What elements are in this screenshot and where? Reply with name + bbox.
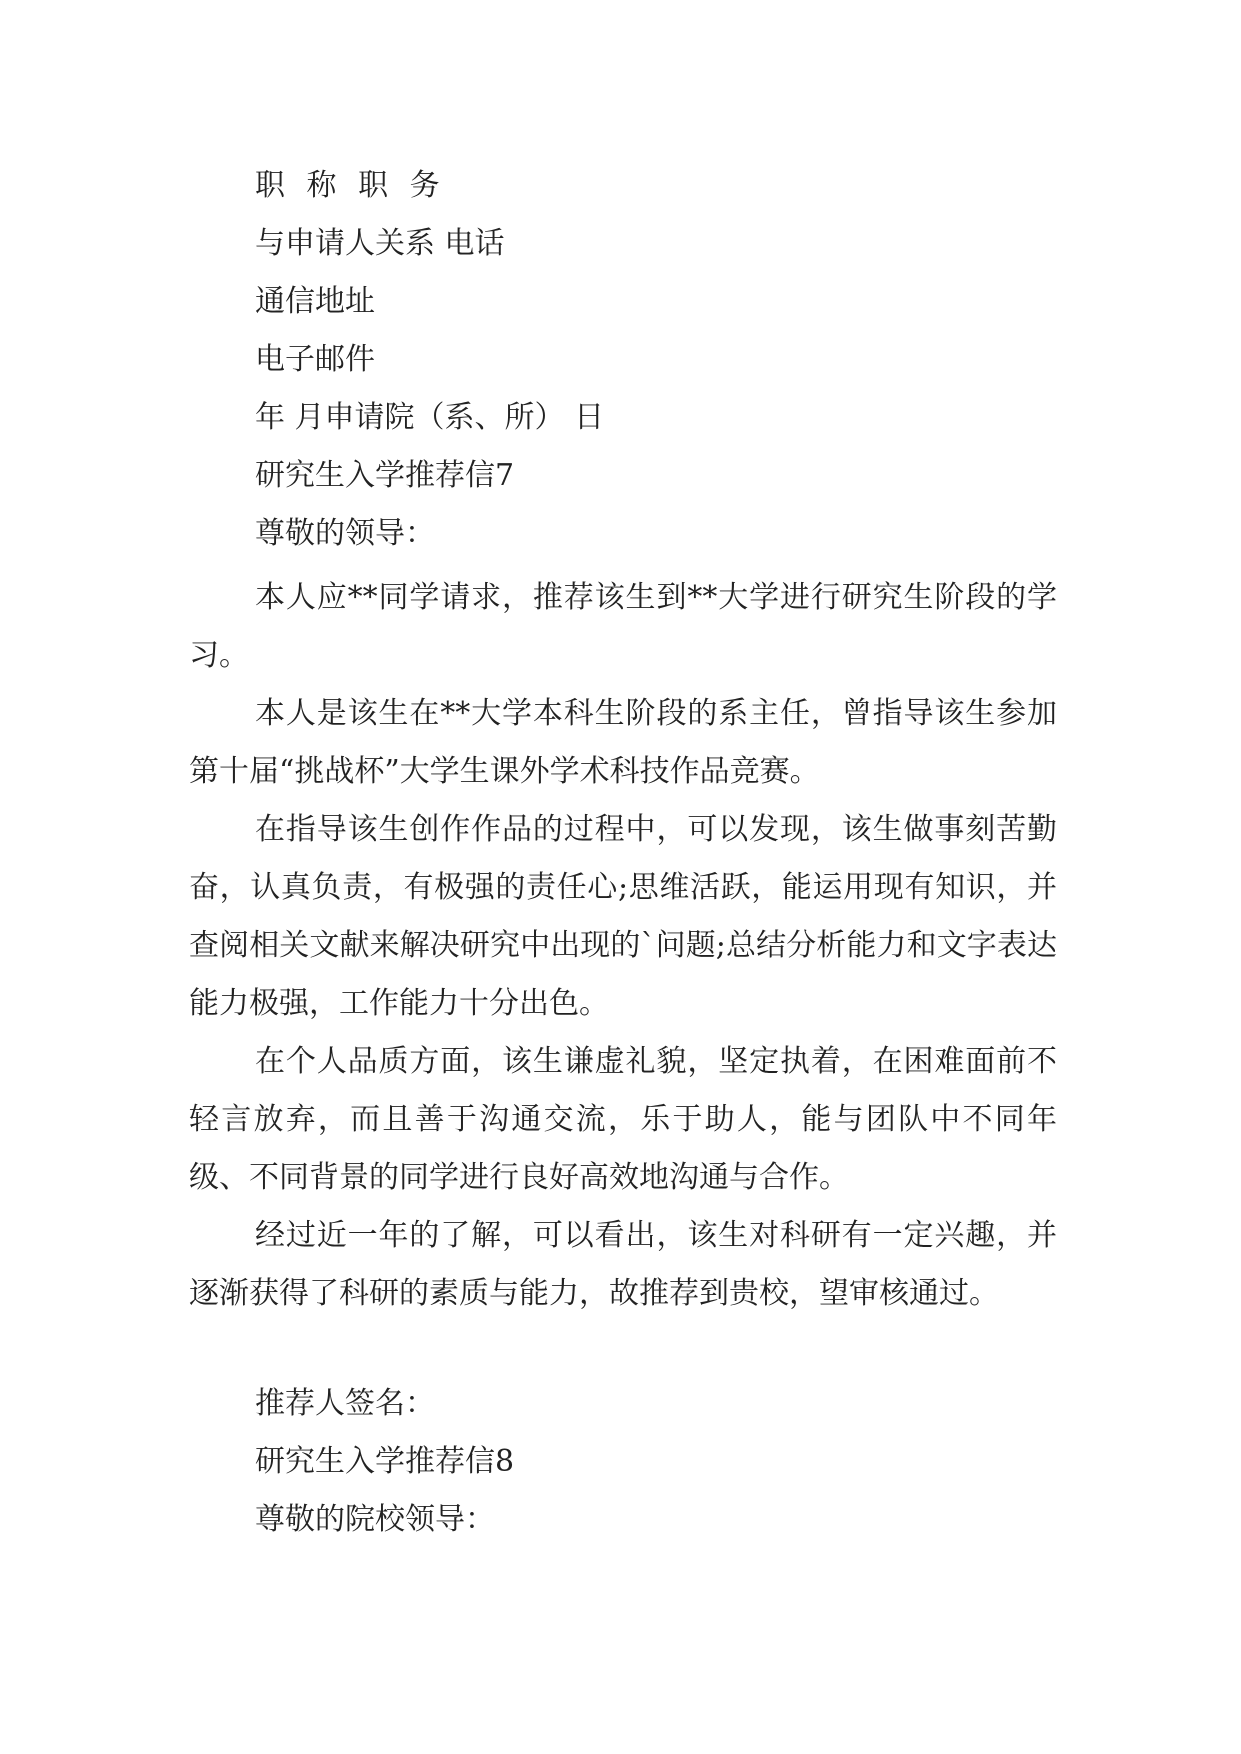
form-field-address: 通信地址 [255, 284, 375, 319]
form-field-date-department: 年 月申请院（系、所） 日 [255, 400, 605, 435]
body-paragraph-conclusion: 经过近一年的了解，可以看出，该生对科研有一定兴趣，并逐渐获得了科研的素质与能力，故推荐到贵校，望审核通过。 [189, 1218, 1057, 1311]
body-paragraph-work-ability: 在指导该生创作作品的过程中，可以发现，该生做事刻苦勤奋，认真负责，有极强的责任心;思维活跃，能运用现有知识，并查阅相关文献来解决研究中出现的`问题;总结分析能力和文字表达能力极强，工作能力十分出色。 [189, 812, 1057, 1021]
form-field-title-position: 职 称 职 务 [255, 168, 446, 203]
letter-salutation-8: 尊敬的院校领导： [255, 1502, 495, 1537]
form-field-relation-phone: 与申请人关系 电话 [255, 226, 505, 261]
form-field-email: 电子邮件 [255, 342, 375, 377]
signature-label: 推荐人签名： [255, 1386, 435, 1421]
body-paragraph-request: 本人应**同学请求，推荐该生到**大学进行研究生阶段的学习。 [189, 580, 1057, 673]
letter-title-7: 研究生入学推荐信7 [255, 458, 515, 493]
letter-title-8: 研究生入学推荐信8 [255, 1444, 515, 1479]
body-paragraph-role: 本人是该生在**大学本科生阶段的系主任，曾指导该生参加第十届“挑战杯”大学生课外学术科技作品竞赛。 [189, 696, 1057, 789]
body-paragraph-character: 在个人品质方面，该生谦虚礼貌，坚定执着，在困难面前不轻言放弃，而且善于沟通交流，乐于助人，能与团队中不同年级、不同背景的同学进行良好高效地沟通与合作。 [189, 1044, 1057, 1195]
letter-salutation: 尊敬的领导： [255, 516, 435, 551]
